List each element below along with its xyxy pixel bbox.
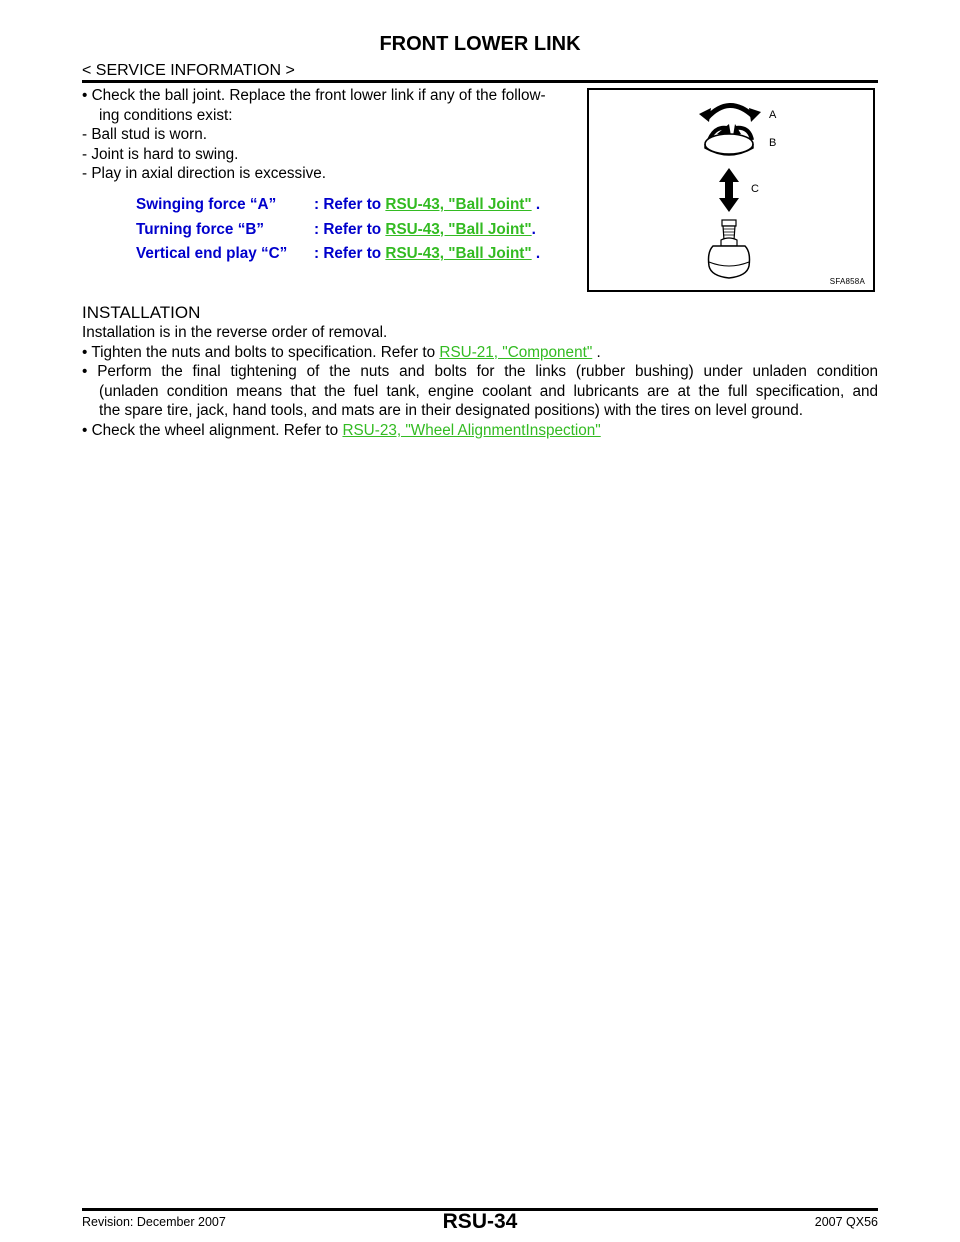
label-c: C (751, 183, 759, 195)
model-year: 2007 QX56 (814, 1215, 878, 1229)
ball-joint-link[interactable]: RSU-43, "Ball Joint" (385, 196, 532, 213)
revision-date: Revision: December 2007 (82, 1215, 226, 1229)
installation-line: • Perform the final tightening of the nuts and bolts for the links (rubber bushing) under unladen condition (82, 363, 878, 381)
spec-suffix: . (531, 220, 536, 238)
intro-line: • Check the ball joint. Replace the front lower link if any of the follow- (82, 87, 546, 104)
tighten-suffix: . (592, 343, 601, 361)
intro-line: - Play in axial direction is excessive. (82, 165, 326, 183)
installation-line (82, 343, 878, 363)
page-number: RSU-34 (442, 1210, 518, 1233)
page-title: FRONT LOWER LINK (379, 33, 581, 55)
label-b: B (769, 137, 777, 149)
section-label: < SERVICE INFORMATION > (82, 62, 295, 79)
intro-line: ing conditions exist: (99, 106, 233, 124)
installation-heading: INSTALLATION (82, 303, 201, 322)
ball-joint-icon (709, 220, 750, 278)
installation-line: Installation is in the reverse order of removal. (82, 324, 388, 341)
turn-arrow-icon (705, 124, 753, 155)
ball-joint-diagram (589, 90, 873, 290)
installation-body (82, 323, 878, 441)
spec-label: Swinging force “A” (136, 196, 277, 213)
header-rule (82, 80, 878, 83)
ball-joint-link[interactable]: RSU-43, "Ball Joint" (385, 245, 532, 262)
spec-value (314, 218, 536, 243)
alignment-text: • Check the wheel alignment. Refer to (82, 421, 343, 439)
intro-line: - Joint is hard to swing. (82, 145, 239, 163)
installation-line (82, 421, 878, 441)
tighten-text: • Tighten the nuts and bolts to specification. Refer to (82, 343, 440, 361)
wheel-alignment-link[interactable]: RSU-23, "Wheel AlignmentInspection" (342, 421, 601, 439)
spec-prefix: : Refer to (314, 196, 386, 213)
spec-label: Turning force “B” (136, 220, 265, 238)
spec-prefix: : Refer to (314, 220, 386, 238)
spec-value (314, 193, 540, 218)
component-link[interactable]: RSU-21, "Component" (439, 343, 593, 361)
spec-label: Vertical end play “C” (136, 245, 288, 262)
spec-suffix: . (531, 196, 541, 213)
vertical-play-arrow-icon (719, 168, 739, 212)
figure-code: SFA858A (829, 277, 865, 286)
ball-joint-link[interactable]: RSU-43, "Ball Joint" (385, 220, 532, 238)
installation-line: the spare tire, jack, hand tools, and mats are in their designated positions) with the tires on level ground. (99, 402, 804, 420)
spec-suffix: . (531, 245, 541, 262)
label-a: A (769, 109, 777, 121)
swing-arrow-icon (699, 105, 761, 122)
spec-value (314, 242, 540, 267)
intro-line: - Ball stud is worn. (82, 126, 207, 144)
ball-joint-figure (587, 88, 875, 292)
ball-joint-check-instructions (82, 86, 582, 184)
installation-line: (unladen condition means that the fuel tank, engine coolant and lubricants are at the full specification, and (99, 382, 878, 400)
spec-prefix: : Refer to (314, 245, 386, 262)
